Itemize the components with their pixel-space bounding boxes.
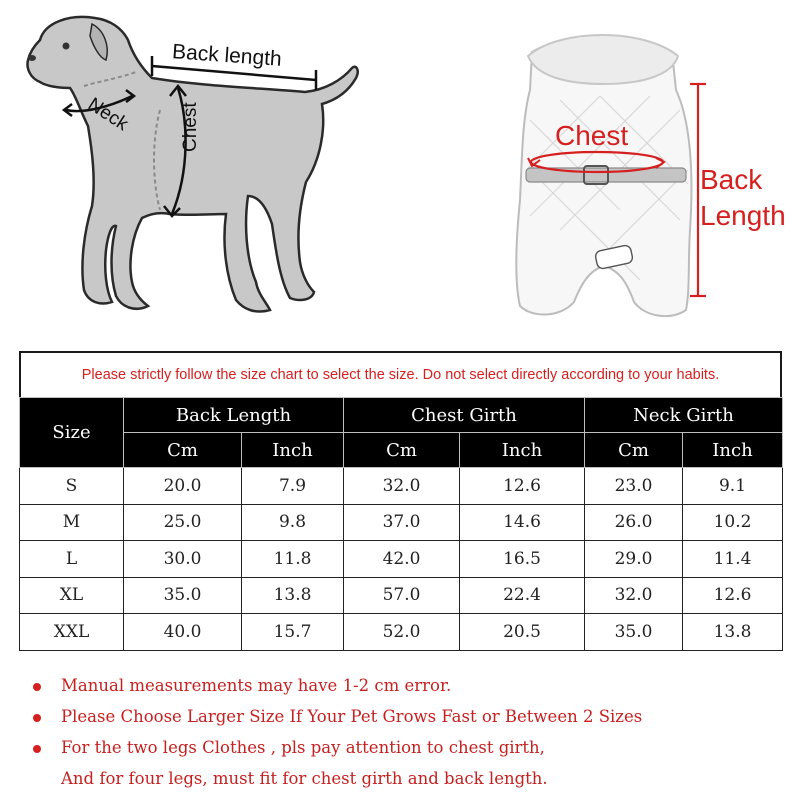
table-cell: 20.0	[124, 468, 242, 505]
unit-header: Cm	[124, 433, 242, 468]
table-cell: 7.9	[242, 468, 344, 505]
garment-back-length-label	[700, 162, 786, 234]
garment-back-label-line2: Length	[700, 200, 786, 231]
table-cell: 42.0	[344, 541, 460, 578]
chest-girth-group-header: Chest Girth	[344, 398, 585, 433]
bullet-icon	[33, 714, 41, 722]
table-cell: 26.0	[585, 504, 683, 541]
dog-nose	[28, 55, 36, 61]
fur-collar	[528, 35, 678, 84]
table-cell: 37.0	[344, 504, 460, 541]
size-cell: S	[20, 468, 124, 505]
unit-header: Inch	[683, 433, 783, 468]
table-cell: 12.6	[460, 468, 585, 505]
unit-header: Cm	[585, 433, 683, 468]
table-unit-row	[20, 433, 783, 468]
unit-header: Cm	[344, 433, 460, 468]
back-length-group-header: Back Length	[124, 398, 344, 433]
table-cell: 57.0	[344, 577, 460, 614]
table-cell: 13.8	[683, 614, 783, 651]
table-cell: 9.1	[683, 468, 783, 505]
note-text: Manual measurements may have 1-2 cm error.	[61, 676, 452, 695]
unit-header: Inch	[460, 433, 585, 468]
note-text: For the two legs Clothes , pls pay attention to chest girth,	[61, 738, 545, 757]
table-row	[20, 468, 783, 505]
table-cell: 13.8	[242, 577, 344, 614]
table-cell: 40.0	[124, 614, 242, 651]
garment-back-label-line1: Back	[700, 164, 763, 195]
unit-header: Inch	[242, 433, 344, 468]
table-cell: 9.8	[242, 504, 344, 541]
table-cell: 35.0	[124, 577, 242, 614]
table-row	[20, 577, 783, 614]
table-cell: 52.0	[344, 614, 460, 651]
table-cell: 35.0	[585, 614, 683, 651]
table-header-row	[20, 398, 783, 433]
dog-eye	[63, 43, 70, 50]
size-column-header: Size	[20, 398, 124, 468]
size-chart-notice: Please strictly follow the size chart to select the size. Do not select directly according to your habits.	[19, 351, 782, 397]
back-length-label: Back length	[171, 40, 283, 71]
table-row	[20, 504, 783, 541]
table-cell: 23.0	[585, 468, 683, 505]
table-cell: 20.5	[460, 614, 585, 651]
table-cell: 14.6	[460, 504, 585, 541]
table-cell: 11.4	[683, 541, 783, 578]
illustration-canvas	[0, 0, 800, 340]
garment-chest-label: Chest	[555, 120, 629, 151]
note-item-continuation	[33, 768, 783, 799]
table-cell: 32.0	[344, 468, 460, 505]
table-cell: 25.0	[124, 504, 242, 541]
table-cell: 16.5	[460, 541, 585, 578]
note-item	[33, 737, 783, 768]
size-notes	[33, 675, 783, 799]
note-text: And for four legs, must fit for chest girth and back length.	[61, 769, 548, 788]
measurement-illustrations	[0, 0, 800, 340]
table-row	[20, 541, 783, 578]
table-cell: 30.0	[124, 541, 242, 578]
chest-label: Chest	[180, 102, 201, 152]
size-cell: M	[20, 504, 124, 541]
table-cell: 15.7	[242, 614, 344, 651]
table-cell: 10.2	[683, 504, 783, 541]
size-table	[19, 397, 783, 651]
table-cell: 11.8	[242, 541, 344, 578]
note-item	[33, 706, 783, 737]
garment-illustration	[516, 35, 706, 316]
note-text: Please Choose Larger Size If Your Pet Grows Fast or Between 2 Sizes	[61, 707, 643, 726]
table-cell: 32.0	[585, 577, 683, 614]
table-cell: 29.0	[585, 541, 683, 578]
neck-girth-group-header: Neck Girth	[585, 398, 783, 433]
size-cell: L	[20, 541, 124, 578]
size-chart	[19, 351, 782, 651]
table-cell: 22.4	[460, 577, 585, 614]
bullet-icon	[33, 683, 41, 691]
table-row	[20, 614, 783, 651]
size-cell: XXL	[20, 614, 124, 651]
neck-label: Neck	[84, 93, 132, 136]
note-item	[33, 675, 783, 706]
table-cell: 12.6	[683, 577, 783, 614]
size-cell: XL	[20, 577, 124, 614]
bullet-icon	[33, 745, 41, 753]
